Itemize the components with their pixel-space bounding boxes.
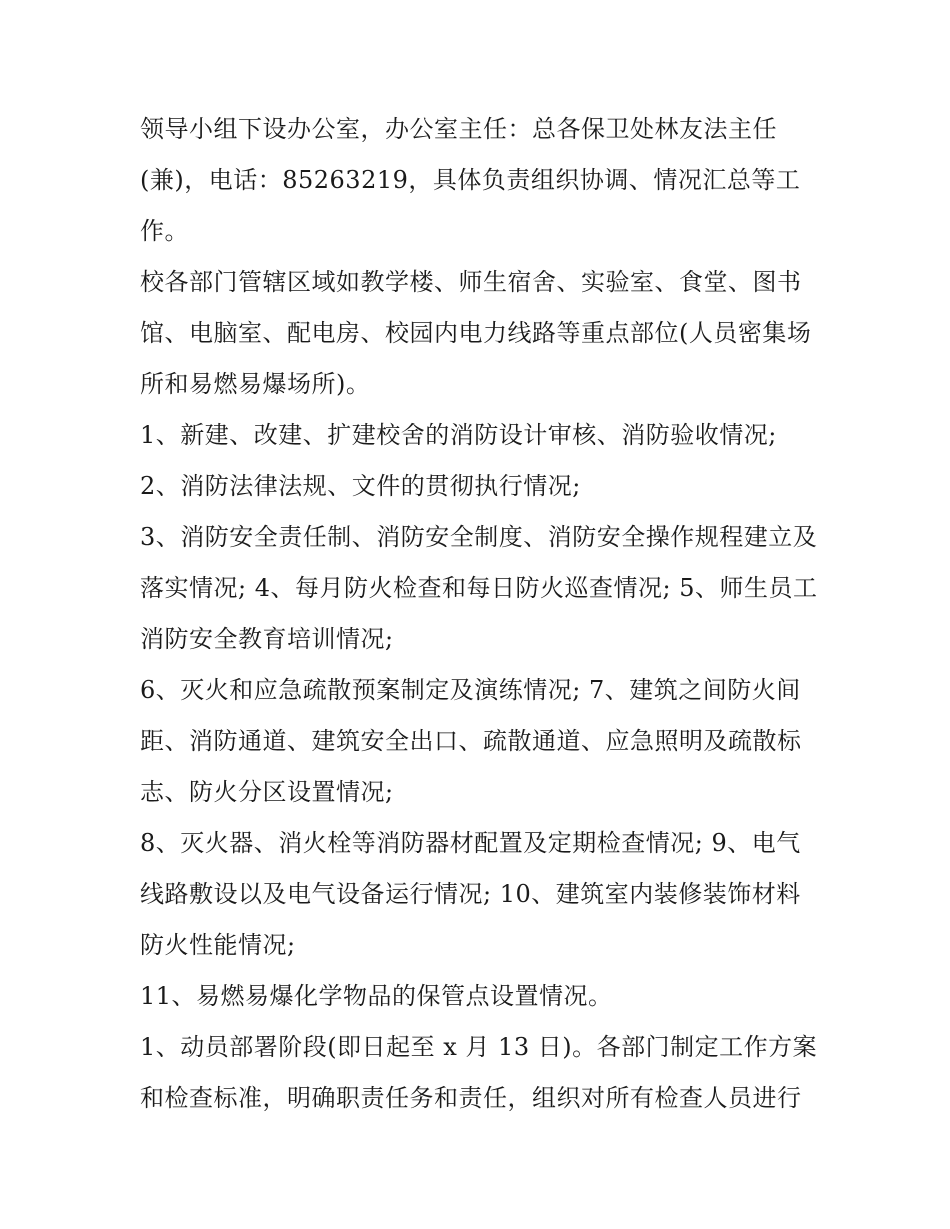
paragraph-items-3-5: 3、消防安全责任制、消防安全制度、消防安全操作规程建立及落实情况; 4、每月防火检查和每日防火巡查情况; 5、师生员工消防安全教育培训情况; xyxy=(140,523,818,653)
document-body xyxy=(140,104,820,1124)
paragraph-item-1: 1、新建、改建、扩建校舍的消防设计审核、消防验收情况; xyxy=(140,421,777,449)
paragraph-item-11: 11、易燃易爆化学物品的保管点设置情况。 xyxy=(140,982,613,1010)
paragraph-items-6-7: 6、灭火和应急疏散预案制定及演练情况; 7、建筑之间防火间距、消防通道、建筑安全出口、疏散通道、应急照明及疏散标志、防火分区设置情况; xyxy=(140,676,802,806)
paragraph-items-8-10: 8、灭火器、消火栓等消防器材配置及定期检查情况; 9、电气线路敷设以及电气设备运行情况; 10、建筑室内装修装饰材料防火性能情况; xyxy=(140,829,801,959)
paragraph-office-setup: 领导小组下设办公室，办公室主任：总各保卫处林友法主任(兼)，电话：85263219，具体负责组织协调、情况汇总等工作。 xyxy=(140,115,801,245)
paragraph-item-2: 2、消防法律法规、文件的贯彻执行情况; xyxy=(140,472,581,500)
paragraph-key-areas: 校各部门管辖区域如教学楼、师生宿舍、实验室、食堂、图书馆、电脑室、配电房、校园内电力线路等重点部位(人员密集场所和易燃易爆场所)。 xyxy=(140,268,812,398)
paragraph-phase-1: 1、动员部署阶段(即日起至 x 月 13 日)。各部门制定工作方案和检查标准，明确职责任务和责任，组织对所有检查人员进行 xyxy=(140,1033,818,1112)
